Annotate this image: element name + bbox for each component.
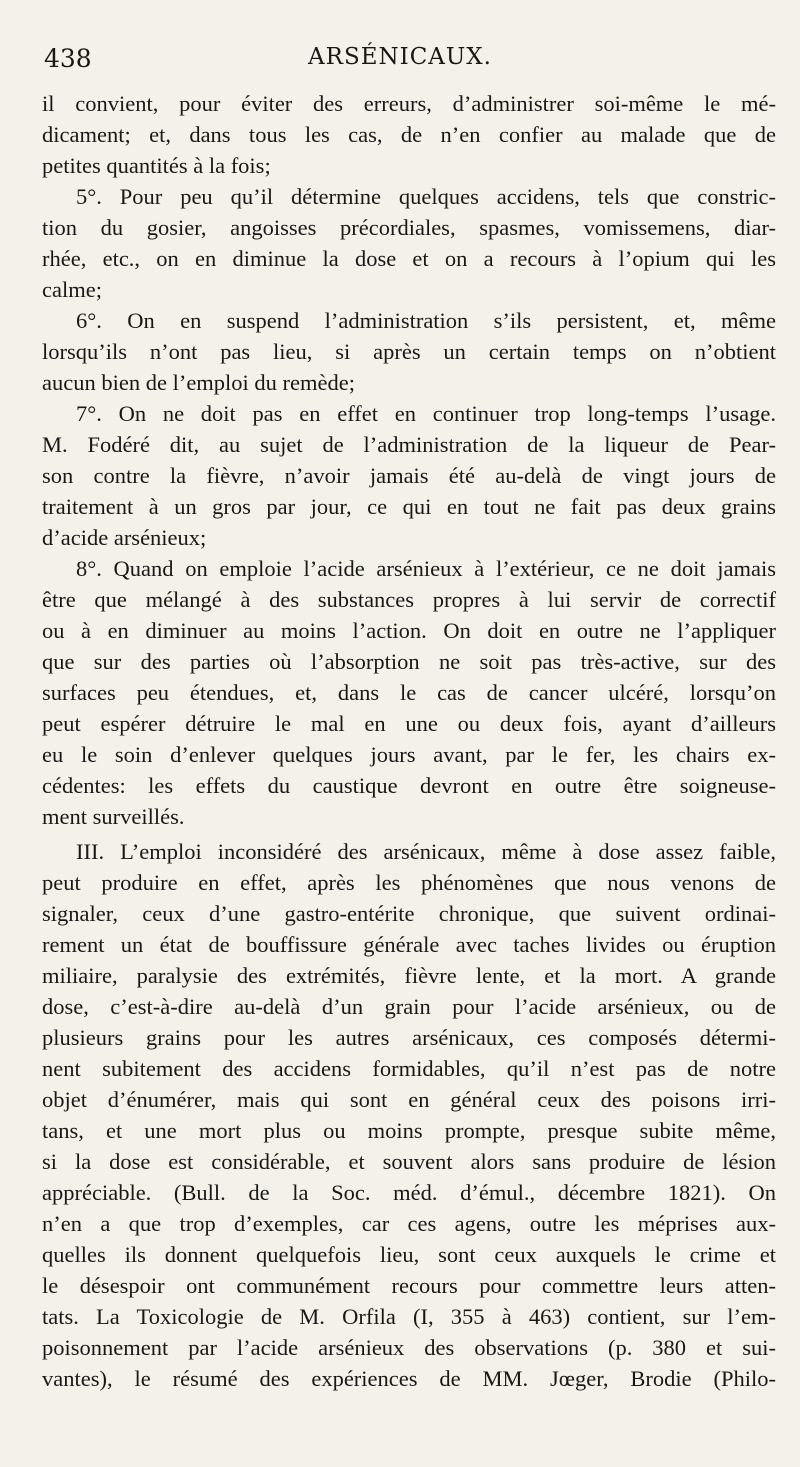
text-line: aucun bien de l’emploi du remède; <box>42 370 356 395</box>
text-line: tion du gosier, angoisses précordiales, spasmes, vomissemens, diar- <box>42 215 776 240</box>
text-line: traitement à un gros par jour, ce qui en tout ne fait pas deux grains <box>42 494 776 519</box>
text-line: rhée, etc., on en diminue la dose et on a recours à l’opium qui les <box>42 246 776 271</box>
text-line: peut espérer détruire le mal en une ou deux fois, ayant d’ailleurs <box>42 711 776 736</box>
text-line: il convient, pour éviter des erreurs, d’administrer soi-même le mé- <box>42 91 776 116</box>
text-line: être que mélangé à des substances propres à lui servir de correctif <box>42 587 776 612</box>
text-line: peut produire en effet, après les phénomènes que nous venons de <box>42 870 776 895</box>
text-line: M. Fodéré dit, au sujet de l’administration de la liqueur de Pear- <box>42 432 776 457</box>
text-line: lorsqu’ils n’ont pas lieu, si après un certain temps on n’obtient <box>42 339 776 364</box>
running-title: ARSÉNICAUX. <box>308 44 492 70</box>
text-line: ment surveillés. <box>42 804 185 829</box>
text-line: eu le soin d’enlever quelques jours avant, par le fer, les chairs ex- <box>42 742 776 767</box>
text-line: n’en a que trop d’exemples, car ces agens, outre les méprises aux- <box>42 1211 776 1236</box>
text-line: nent subitement des accidens formidables, qu’il n’est pas de notre <box>42 1056 776 1081</box>
text-line: tans, et une mort plus ou moins prompte, presque subite même, <box>42 1118 776 1143</box>
text-line: rement un état de bouffissure générale avec taches livides ou éruption <box>42 932 776 957</box>
text-line: cédentes: les effets du caustique devront en outre être soigneuse- <box>42 773 776 798</box>
text-line: quelles ils donnent quelquefois lieu, sont ceux auxquels le crime et <box>42 1242 776 1267</box>
text-line: signaler, ceux d’une gastro-entérite chronique, que suivent ordinai- <box>42 901 776 926</box>
text-line: surfaces peu étendues, et, dans le cas de cancer ulcéré, lorsqu’on <box>42 680 776 705</box>
text-line: plusieurs grains pour les autres arsénicaux, ces composés détermi- <box>42 1025 776 1050</box>
text-line: petites quantités à la fois; <box>42 153 271 178</box>
page-number: 438 <box>44 44 92 73</box>
text-line: vantes), le résumé des expériences de MM. Jœger, Brodie (Philo- <box>42 1366 776 1391</box>
text-line: 5°. Pour peu qu’il détermine quelques accidens, tels que constric- <box>76 184 776 209</box>
text-line: 8°. Quand on emploie l’acide arsénieux à l’extérieur, ce ne doit jamais <box>76 556 776 581</box>
text-line: dicament; et, dans tous les cas, de n’en confier au malade que de <box>42 122 776 147</box>
text-line: son contre la fièvre, n’avoir jamais été au-delà de vingt jours de <box>42 463 776 488</box>
text-line: calme; <box>42 277 102 302</box>
text-line: 7°. On ne doit pas en effet en continuer trop long-temps l’usage. <box>76 401 776 426</box>
text-line: ou à en diminuer au moins l’action. On doit en outre ne l’appliquer <box>42 618 776 643</box>
text-line: le désespoir ont communément recours pour commettre leurs atten- <box>42 1273 776 1298</box>
text-line: d’acide arsénieux; <box>42 525 207 550</box>
text-line: objet d’énumérer, mais qui sont en général ceux des poisons irri- <box>42 1087 776 1112</box>
text-line: miliaire, paralysie des extrémités, fièvre lente, et la mort. A grande <box>42 963 776 988</box>
text-line: III. L’emploi inconsidéré des arsénicaux, même à dose assez faible, <box>76 839 776 864</box>
text-line: si la dose est considérable, et souvent alors sans produire de lésion <box>42 1149 776 1174</box>
page-header <box>0 44 800 84</box>
text-line: tats. La Toxicologie de M. Orfila (I, 355 à 463) contient, sur l’em- <box>42 1304 776 1329</box>
text-line: dose, c’est-à-dire au-delà d’un grain pour l’acide arsénieux, ou de <box>42 994 776 1019</box>
text-line: que sur des parties où l’absorption ne soit pas très-active, sur des <box>42 649 776 674</box>
text-line: appréciable. (Bull. de la Soc. méd. d’émul., décembre 1821). On <box>42 1180 776 1205</box>
text-line: poisonnement par l’acide arsénieux des observations (p. 380 et sui- <box>42 1335 776 1360</box>
text-line: 6°. On en suspend l’administration s’ils persistent, et, même <box>76 308 776 333</box>
